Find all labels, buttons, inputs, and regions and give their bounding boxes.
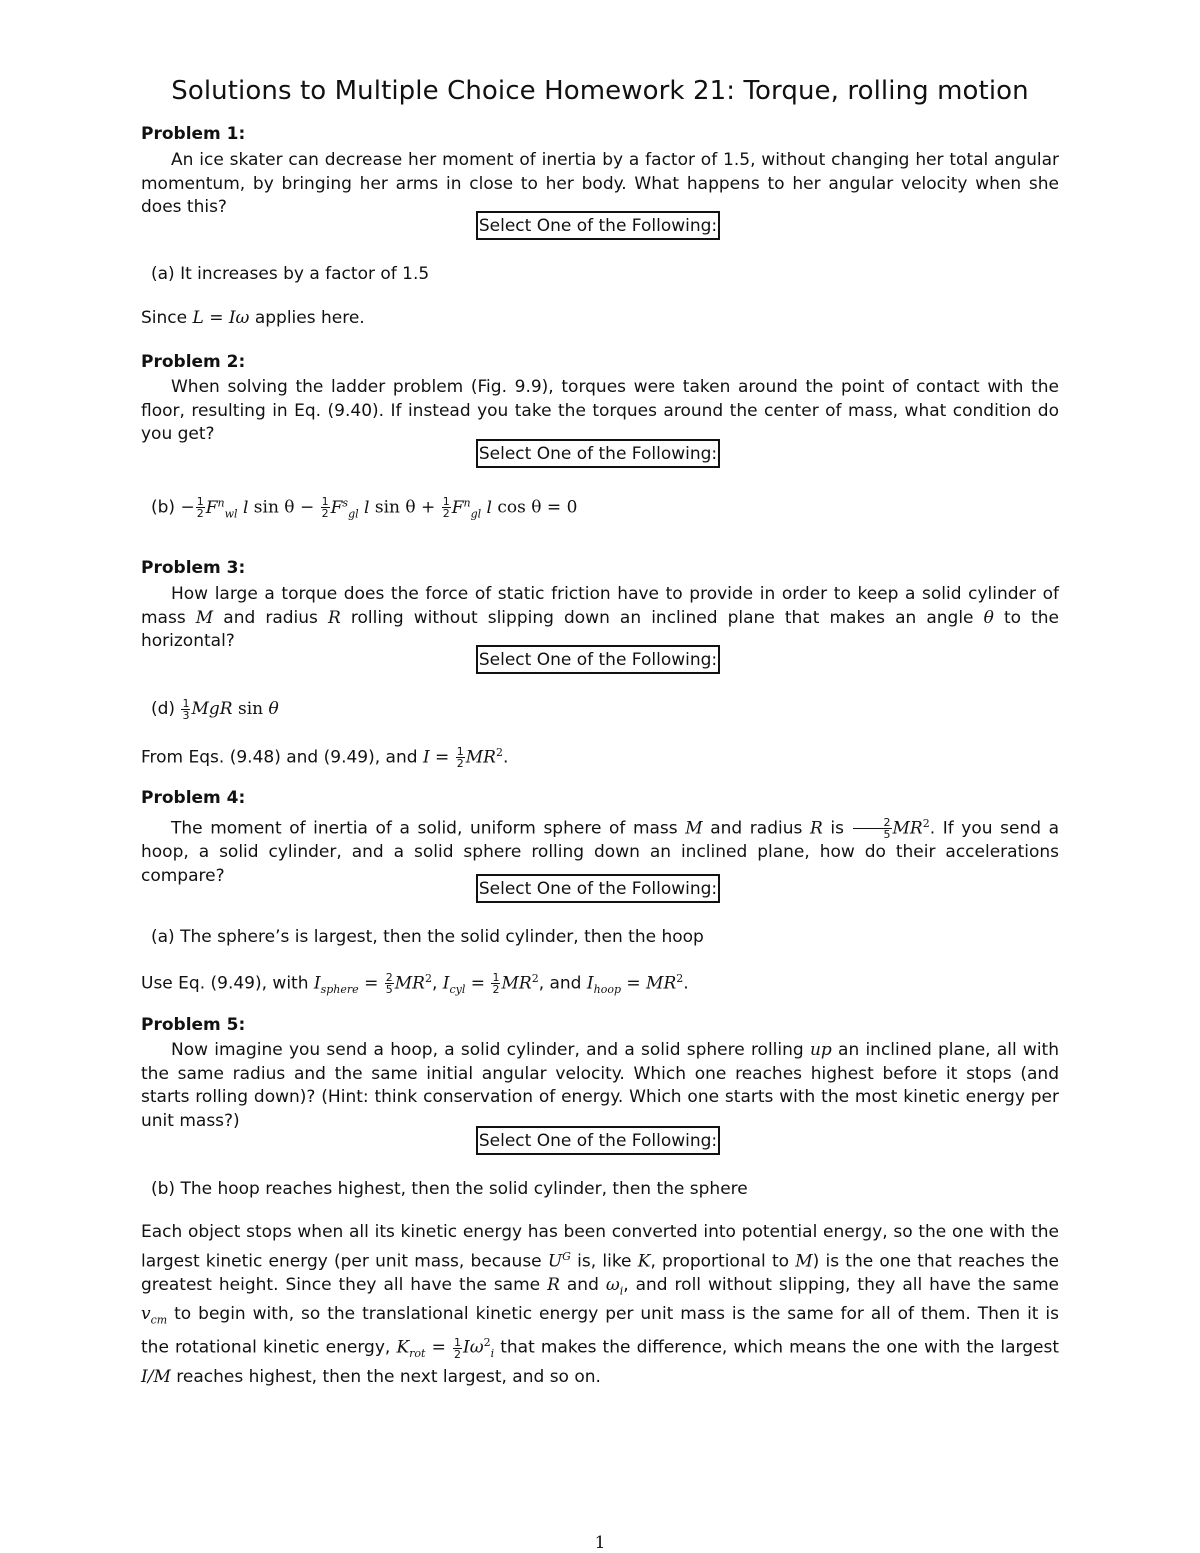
problem-5-heading: Problem 5: [141,1015,246,1035]
problem-5-explanation: Each object stops when all its kinetic energy has been converted into potential energy, so the one with the largest kinetic energy (per unit mass, because $U^G$ is, like K, proportional to M) is the one that reaches the greatest height. Since they all have the same R and $\omega_i$, and roll without slipping, they all have the same $v_{cm}$ to begin with, so the translational kinetic energy per unit mass is the same for all of them. Then it is the rotational kinetic energy, $K_{rot}$ = $\frac{1}{2}$ $I\omega^2_i$ that makes the difference, which means the one with the largest I/M reaches highest, then the next largest, and so on. [141,1222,1060,1387]
problem-1-answer: (a) It increases by a factor of 1.5 [151,264,430,284]
problem-5-question: Now imagine you send a hoop, a solid cylinder, and a solid sphere rolling up an inclined plane, all with the same radius and the same initial angular velocity. Which one reaches highest before it stops (and starts rolling down)? (Hint: think conservation of energy. Which one starts with the most kinetic energy per unit mass?) [141,1040,1059,1131]
problem-2-select-box: Select One of the Following: [476,439,720,468]
problem-4-heading: Problem 4: [141,788,246,808]
problem-5-select-box: Select One of the Following: [476,1126,720,1155]
problem-3-heading: Problem 3: [141,558,246,578]
problem-1-select-box: Select One of the Following: [476,211,720,240]
problem-3-select-box: Select One of the Following: [476,645,720,674]
problem-1-explanation: Since L = Iω applies here. [141,308,365,328]
page-title: Solutions to Multiple Choice Homework 21: Torque, rolling motion [171,76,1029,106]
problem-4-explanation: Use Eq. (9.49), with $I_{sphere}$ = $\frac{2}{5}$ $MR^2$, $I_{cyl}$ = $\frac{1}{2}$ $MR^2$, and $I_{hoop} = MR^2$. [141,971,689,997]
page-number: 1 [594,1533,606,1553]
problem-5-answer: (b) The hoop reaches highest, then the solid cylinder, then the sphere [151,1179,748,1199]
problem-1-heading: Problem 1: [141,124,246,144]
problem-3-explanation: From Eqs. (9.48) and (9.49), and I = $\frac{1}{2}$ $MR^2$. [141,745,509,771]
problem-2-question: When solving the ladder problem (Fig. 9.9), torques were taken around the point of contact with the floor, resulting in Eq. (9.40). If instead you take the torques around the center of mass, what condition do you get? [141,377,1059,444]
problem-3-question: How large a torque does the force of static friction have to provide in order to keep a solid cylinder of mass M and radius R rolling without slipping down an inclined plane that makes an angle θ to the horizontal? [141,584,1059,651]
problem-4-select-box: Select One of the Following: [476,874,720,903]
problem-2-heading: Problem 2: [141,352,246,372]
problem-1-question: An ice skater can decrease her moment of inertia by a factor of 1.5, without changing her total angular momentum, by bringing her arms in close to her body. What happens to her angular velocity when she does this? [141,150,1059,217]
problem-3-answer: (d) $\frac{1}{3}$ MgR sin θ [151,696,279,722]
problem-4-answer: (a) The sphere’s is largest, then the solid cylinder, then the hoop [151,927,704,947]
problem-2-answer: (b) − $\frac{1}{2}$ $F^n_{wl}$ l sin θ − $\frac{1}{2}$ $F^s_{gl}$ l sin θ + $\frac{1}{2}$ $F^n_{gl}$ l cos θ = 0 [151,495,578,521]
problem-4-question: The moment of inertia of a solid, uniform sphere of mass M and radius R is $\frac{2}{5}$ $MR^2$. If you send a hoop, a solid cylinder, and a solid sphere rolling down an inclined plane, how do their accelerations compare? [141,816,1060,886]
